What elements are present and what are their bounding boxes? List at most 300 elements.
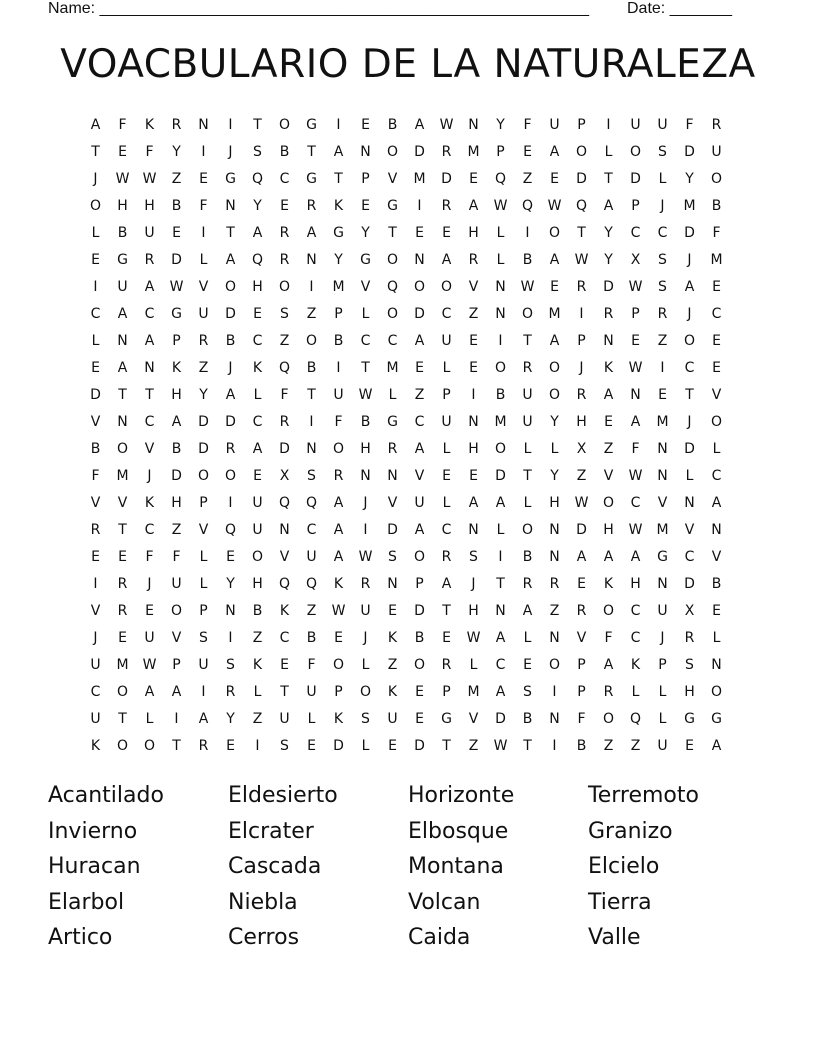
grid-letter: E (307, 737, 316, 754)
grid-letter: V (90, 602, 101, 619)
grid-letter: A (225, 386, 236, 403)
grid-letter: J (363, 629, 368, 646)
grid-letter: R (468, 251, 479, 268)
grid-letter: C (441, 305, 452, 322)
grid-letter: O (89, 197, 102, 214)
grid-letter: O (548, 224, 561, 241)
grid-letter: E (118, 629, 127, 646)
grid-letter: L (442, 440, 451, 457)
grid-row (82, 705, 730, 732)
grid-letter: N (360, 143, 371, 160)
grid-letter: N (225, 197, 236, 214)
grid-letter: A (495, 629, 506, 646)
grid-letter: T (118, 521, 127, 538)
grid-letter: E (469, 467, 478, 484)
grid-letter: J (687, 251, 692, 268)
grid-letter: U (198, 305, 209, 322)
grid-letter: T (118, 386, 127, 403)
grid-letter: H (603, 521, 614, 538)
grid-letter: L (469, 656, 478, 673)
grid-letter: S (658, 278, 667, 295)
grid-letter: M (548, 305, 561, 322)
grid-letter: P (334, 305, 343, 322)
grid-letter: D (90, 386, 101, 403)
grid-letter: B (576, 737, 587, 754)
grid-letter: R (441, 197, 452, 214)
grid-letter: N (549, 521, 560, 538)
grid-letter: Z (306, 305, 317, 322)
grid-letter: A (495, 494, 506, 511)
grid-letter: U (252, 494, 263, 511)
grid-letter: A (549, 143, 560, 160)
grid-letter: W (331, 602, 346, 619)
grid-letter: L (496, 521, 505, 538)
word-list-item: Cerros (228, 925, 300, 951)
grid-letter: A (522, 602, 533, 619)
grid-letter: Q (494, 170, 507, 187)
grid-letter: A (171, 413, 182, 430)
grid-letter: H (468, 602, 479, 619)
grid-letter: I (174, 710, 179, 727)
grid-letter: O (413, 656, 426, 673)
grid-letter: D (171, 467, 182, 484)
grid-letter: P (334, 683, 343, 700)
grid-letter: O (548, 386, 561, 403)
grid-letter: Z (603, 737, 614, 754)
grid-letter: O (602, 494, 615, 511)
grid-letter: I (201, 224, 206, 241)
grid-letter: L (361, 305, 370, 322)
grid-letter: U (306, 548, 317, 565)
grid-letter: C (144, 305, 155, 322)
grid-letter: H (549, 494, 560, 511)
grid-letter: T (496, 575, 505, 592)
grid-letter: K (90, 737, 101, 754)
grid-letter: H (117, 197, 128, 214)
grid-row (82, 381, 730, 408)
grid-letter: I (309, 413, 314, 430)
grid-row (82, 273, 730, 300)
grid-letter: E (91, 548, 100, 565)
word-list-item: Invierno (48, 818, 138, 844)
word-list-item: Niebla (228, 889, 298, 915)
grid-letter: O (116, 683, 129, 700)
grid-letter: I (228, 116, 233, 133)
grid-letter: I (201, 143, 206, 160)
grid-letter: M (467, 143, 480, 160)
grid-letter: J (93, 170, 98, 187)
grid-letter: H (171, 494, 182, 511)
grid-letter: F (685, 116, 694, 133)
grid-letter: V (711, 548, 722, 565)
grid-letter: D (414, 602, 425, 619)
grid-letter: O (602, 710, 615, 727)
grid-letter: S (226, 656, 235, 673)
grid-letter: L (91, 224, 100, 241)
grid-letter: I (228, 629, 233, 646)
grid-letter: U (522, 386, 533, 403)
grid-letter: O (251, 548, 264, 565)
grid-letter: J (660, 629, 665, 646)
grid-letter: Z (387, 656, 398, 673)
grid-letter: M (656, 521, 669, 538)
grid-letter: A (333, 494, 344, 511)
grid-letter: T (523, 737, 532, 754)
grid-letter: Z (522, 170, 533, 187)
grid-letter: L (253, 683, 262, 700)
grid-letter: O (170, 602, 183, 619)
grid-letter: H (630, 575, 641, 592)
grid-letter: A (630, 548, 641, 565)
grid-letter: Y (604, 224, 613, 241)
grid-letter: F (145, 548, 154, 565)
grid-letter: W (547, 197, 562, 214)
word-list-item: Granizo (588, 818, 673, 844)
grid-letter: R (198, 332, 209, 349)
grid-letter: B (414, 629, 425, 646)
grid-letter: A (711, 737, 722, 754)
grid-letter: A (252, 224, 263, 241)
grid-letter: J (228, 359, 233, 376)
grid-letter: N (468, 116, 479, 133)
grid-letter: L (496, 251, 505, 268)
grid-letter: A (549, 251, 560, 268)
grid-letter: T (334, 170, 343, 187)
grid-letter: Y (550, 413, 559, 430)
grid-letter: V (90, 413, 101, 430)
grid-letter: Z (252, 710, 263, 727)
grid-letter: D (387, 521, 398, 538)
grid-row (82, 462, 730, 489)
grid-letter: I (660, 359, 665, 376)
grid-letter: Z (603, 440, 614, 457)
grid-letter: E (712, 359, 721, 376)
grid-letter: M (494, 413, 507, 430)
grid-letter: W (628, 467, 643, 484)
grid-letter: R (225, 683, 236, 700)
word-list (48, 778, 768, 956)
grid-letter: C (144, 521, 155, 538)
grid-letter: S (388, 548, 397, 565)
grid-letter: G (657, 548, 668, 565)
grid-letter: R (387, 440, 398, 457)
grid-letter: R (603, 683, 614, 700)
grid-letter: B (117, 224, 128, 241)
grid-letter: A (333, 521, 344, 538)
word-list-item: Elcrater (228, 818, 314, 844)
grid-letter: O (440, 278, 453, 295)
grid-letter: T (226, 224, 235, 241)
grid-letter: N (549, 710, 560, 727)
grid-letter: Q (251, 251, 264, 268)
grid-letter: C (279, 170, 290, 187)
grid-letter: M (710, 251, 723, 268)
grid-letter: P (415, 575, 424, 592)
grid-letter: F (604, 629, 613, 646)
grid-letter: N (387, 467, 398, 484)
word-list-item: Elcielo (588, 854, 660, 880)
grid-letter: E (253, 467, 262, 484)
grid-letter: I (228, 494, 233, 511)
grid-letter: T (388, 224, 397, 241)
grid-letter: L (712, 629, 721, 646)
grid-row (82, 192, 730, 219)
grid-letter: B (711, 575, 722, 592)
grid-letter: C (630, 602, 641, 619)
grid-letter: K (279, 602, 290, 619)
grid-letter: W (358, 386, 373, 403)
grid-letter: L (91, 332, 100, 349)
grid-letter: L (523, 629, 532, 646)
grid-letter: V (279, 548, 290, 565)
grid-letter: I (93, 575, 98, 592)
grid-letter: O (332, 656, 345, 673)
letter-grid (82, 111, 730, 759)
grid-letter: L (253, 386, 262, 403)
word-list-item: Elarbol (48, 889, 125, 915)
grid-letter: C (387, 332, 398, 349)
grid-letter: D (576, 170, 587, 187)
word-list-item: Terremoto (588, 783, 699, 808)
grid-letter: R (684, 629, 695, 646)
grid-letter: S (658, 251, 667, 268)
grid-letter: E (388, 737, 397, 754)
grid-letter: R (576, 278, 587, 295)
grid-letter: N (414, 251, 425, 268)
grid-letter: P (496, 143, 505, 160)
grid-letter: Z (171, 521, 182, 538)
grid-letter: O (359, 683, 372, 700)
grid-letter: H (468, 440, 479, 457)
grid-letter: R (306, 197, 317, 214)
grid-letter: D (603, 278, 614, 295)
grid-letter: L (658, 710, 667, 727)
grid-letter: B (333, 332, 344, 349)
word-list-item: Caida (408, 925, 471, 951)
grid-letter: R (279, 413, 290, 430)
grid-letter: A (414, 521, 425, 538)
grid-letter: S (685, 656, 694, 673)
grid-letter: A (171, 683, 182, 700)
grid-letter: W (169, 278, 184, 295)
grid-letter: P (577, 683, 586, 700)
grid-letter: O (224, 467, 237, 484)
grid-letter: Z (549, 602, 560, 619)
grid-letter: D (495, 710, 506, 727)
grid-letter: A (684, 278, 695, 295)
grid-letter: I (606, 116, 611, 133)
grid-letter: O (197, 467, 210, 484)
word-list-item: Cascada (228, 854, 322, 880)
grid-letter: C (414, 413, 425, 430)
grid-letter: S (280, 305, 289, 322)
grid-letter: Z (306, 602, 317, 619)
grid-letter: L (658, 683, 667, 700)
grid-letter: G (387, 413, 398, 430)
grid-letter: P (172, 656, 181, 673)
grid-letter: N (360, 467, 371, 484)
grid-letter: V (711, 386, 722, 403)
grid-letter: B (522, 548, 533, 565)
grid-letter: W (115, 170, 130, 187)
grid-letter: E (415, 710, 424, 727)
grid-letter: P (199, 494, 208, 511)
grid-letter: P (577, 116, 586, 133)
grid-letter: S (523, 683, 532, 700)
grid-letter: M (656, 413, 669, 430)
grid-letter: I (552, 683, 557, 700)
grid-letter: N (225, 602, 236, 619)
grid-letter: W (493, 197, 508, 214)
grid-letter: F (334, 413, 343, 430)
grid-letter: E (469, 170, 478, 187)
grid-letter: L (712, 440, 721, 457)
grid-letter: F (118, 116, 127, 133)
word-list-item: Montana (408, 854, 504, 880)
grid-row (82, 138, 730, 165)
grid-letter: T (604, 170, 613, 187)
grid-letter: W (574, 494, 589, 511)
grid-letter: C (711, 467, 722, 484)
grid-letter: G (711, 710, 722, 727)
grid-letter: E (550, 170, 559, 187)
grid-letter: V (576, 629, 587, 646)
grid-row (82, 354, 730, 381)
grid-letter: R (711, 116, 722, 133)
grid-letter: Z (468, 305, 479, 322)
grid-letter: Y (334, 251, 343, 268)
grid-letter: N (495, 602, 506, 619)
grid-letter: A (144, 683, 155, 700)
grid-letter: A (333, 143, 344, 160)
grid-letter: N (711, 521, 722, 538)
grid-letter: V (468, 710, 479, 727)
grid-letter: C (657, 224, 668, 241)
grid-letter: U (144, 629, 155, 646)
grid-letter: J (147, 467, 152, 484)
grid-letter: R (333, 467, 344, 484)
grid-letter: I (93, 278, 98, 295)
grid-letter: C (711, 305, 722, 322)
word-list-item: Volcan (408, 889, 481, 915)
grid-letter: U (522, 413, 533, 430)
grid-letter: A (549, 332, 560, 349)
grid-letter: F (91, 467, 100, 484)
grid-letter: D (225, 305, 236, 322)
grid-letter: U (414, 494, 425, 511)
grid-letter: F (577, 710, 586, 727)
grid-letter: P (658, 656, 667, 673)
word-list-item: Acantilado (48, 783, 164, 808)
grid-letter: K (144, 494, 155, 511)
grid-letter: P (631, 197, 640, 214)
grid-letter: Y (604, 251, 613, 268)
grid-letter: E (280, 197, 289, 214)
grid-letter: B (387, 116, 398, 133)
grid-letter: V (414, 467, 425, 484)
grid-row (82, 543, 730, 570)
grid-letter: D (684, 143, 695, 160)
grid-letter: Q (278, 359, 291, 376)
grid-letter: Q (305, 494, 318, 511)
grid-letter: N (549, 629, 560, 646)
grid-letter: U (306, 683, 317, 700)
grid-letter: S (253, 143, 262, 160)
grid-letter: B (306, 359, 317, 376)
grid-letter: A (117, 305, 128, 322)
grid-letter: D (414, 305, 425, 322)
grid-letter: Z (171, 170, 182, 187)
grid-letter: V (198, 521, 209, 538)
grid-letter: O (143, 737, 156, 754)
grid-letter: O (710, 170, 723, 187)
grid-letter: D (684, 224, 695, 241)
grid-letter: C (360, 332, 371, 349)
grid-letter: V (171, 629, 182, 646)
grid-letter: A (468, 197, 479, 214)
grid-letter: Z (630, 737, 641, 754)
grid-letter: B (90, 440, 101, 457)
grid-row (82, 219, 730, 246)
grid-letter: C (90, 305, 101, 322)
grid-letter: A (603, 386, 614, 403)
grid-letter: U (90, 656, 101, 673)
grid-letter: C (684, 359, 695, 376)
grid-letter: N (657, 575, 668, 592)
grid-letter: E (253, 305, 262, 322)
grid-letter: O (413, 278, 426, 295)
grid-letter: E (226, 737, 235, 754)
grid-letter: C (630, 224, 641, 241)
grid-letter: Z (198, 359, 209, 376)
grid-letter: U (711, 143, 722, 160)
grid-letter: F (145, 143, 154, 160)
grid-letter: A (198, 710, 209, 727)
grid-letter: L (199, 548, 208, 565)
grid-letter: E (280, 656, 289, 673)
grid-letter: K (333, 197, 344, 214)
grid-letter: A (144, 278, 155, 295)
grid-letter: R (279, 251, 290, 268)
grid-letter: D (171, 251, 182, 268)
grid-letter: Y (253, 197, 262, 214)
grid-letter: R (576, 386, 587, 403)
grid-letter: E (172, 224, 181, 241)
grid-letter: J (471, 575, 476, 592)
grid-row (82, 408, 730, 435)
grid-letter: B (252, 602, 263, 619)
date-label: Date: _______ (627, 0, 732, 17)
grid-row (82, 516, 730, 543)
grid-letter: A (441, 251, 452, 268)
grid-letter: D (684, 440, 695, 457)
grid-letter: T (91, 143, 100, 160)
grid-letter: N (657, 440, 668, 457)
grid-letter: R (603, 305, 614, 322)
grid-letter: A (414, 332, 425, 349)
grid-letter: E (685, 737, 694, 754)
grid-letter: E (334, 629, 343, 646)
grid-letter: N (549, 548, 560, 565)
grid-letter: T (307, 386, 316, 403)
grid-letter: U (657, 737, 668, 754)
grid-letter: R (225, 440, 236, 457)
grid-letter: G (306, 116, 317, 133)
grid-letter: T (523, 332, 532, 349)
grid-letter: L (685, 467, 694, 484)
grid-letter: I (255, 737, 260, 754)
grid-letter: Q (575, 197, 588, 214)
